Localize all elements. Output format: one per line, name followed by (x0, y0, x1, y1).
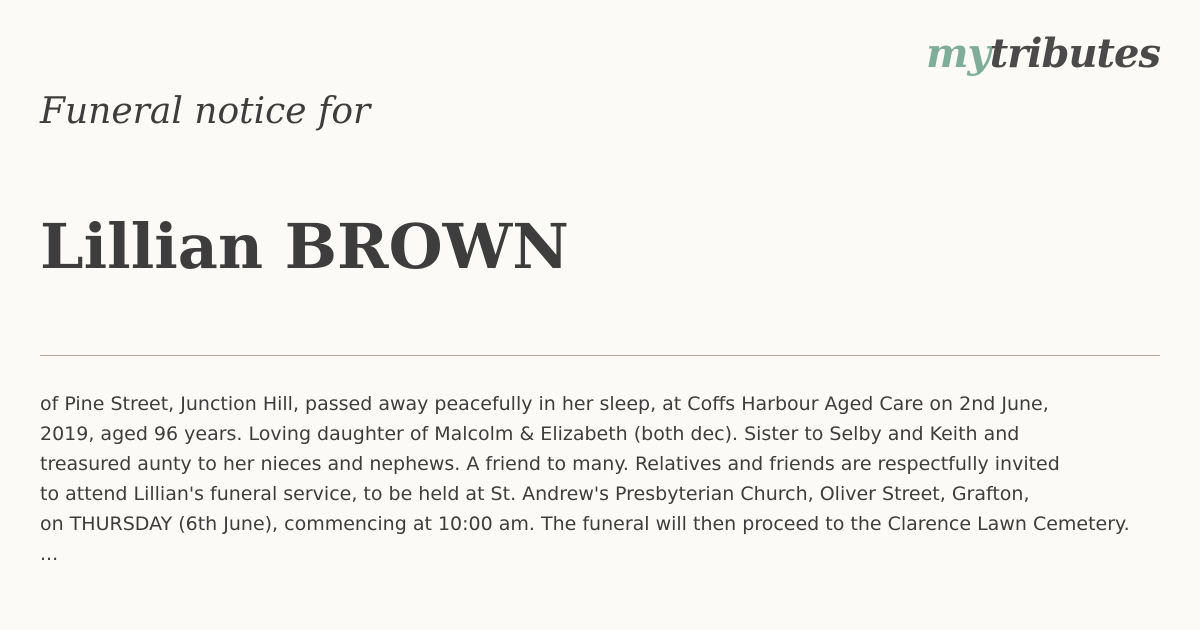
divider (40, 355, 1160, 356)
logo-tributes-text: tributes (989, 30, 1160, 77)
notice-line: of Pine Street, Junction Hill, passed away peacefully in her sleep, at Coffs Harbour Aged Care on 2nd June, (40, 393, 1049, 415)
notice-text (40, 389, 1190, 569)
notice-ellipsis: ... (40, 543, 59, 565)
notice-line: treasured aunty to her nieces and nephews. A friend to many. Relatives and friends are respectfully invited (40, 453, 1060, 475)
mytributes-logo[interactable] (926, 30, 1160, 77)
notice-line: on THURSDAY (6th June), commencing at 10:00 am. The funeral will then proceed to the Clarence Lawn Cemetery. (40, 513, 1130, 535)
logo-my-text: my (926, 30, 990, 77)
notice-line: 2019, aged 96 years. Loving daughter of Malcolm & Elizabeth (both dec). Sister to Selby and Keith and (40, 423, 1020, 445)
notice-type-heading: Funeral notice for (40, 91, 371, 132)
notice-line: to attend Lillian's funeral service, to be held at St. Andrew's Presbyterian Church, Oliver Street, Grafton, (40, 483, 1030, 505)
deceased-name: Lillian BROWN (40, 210, 569, 283)
